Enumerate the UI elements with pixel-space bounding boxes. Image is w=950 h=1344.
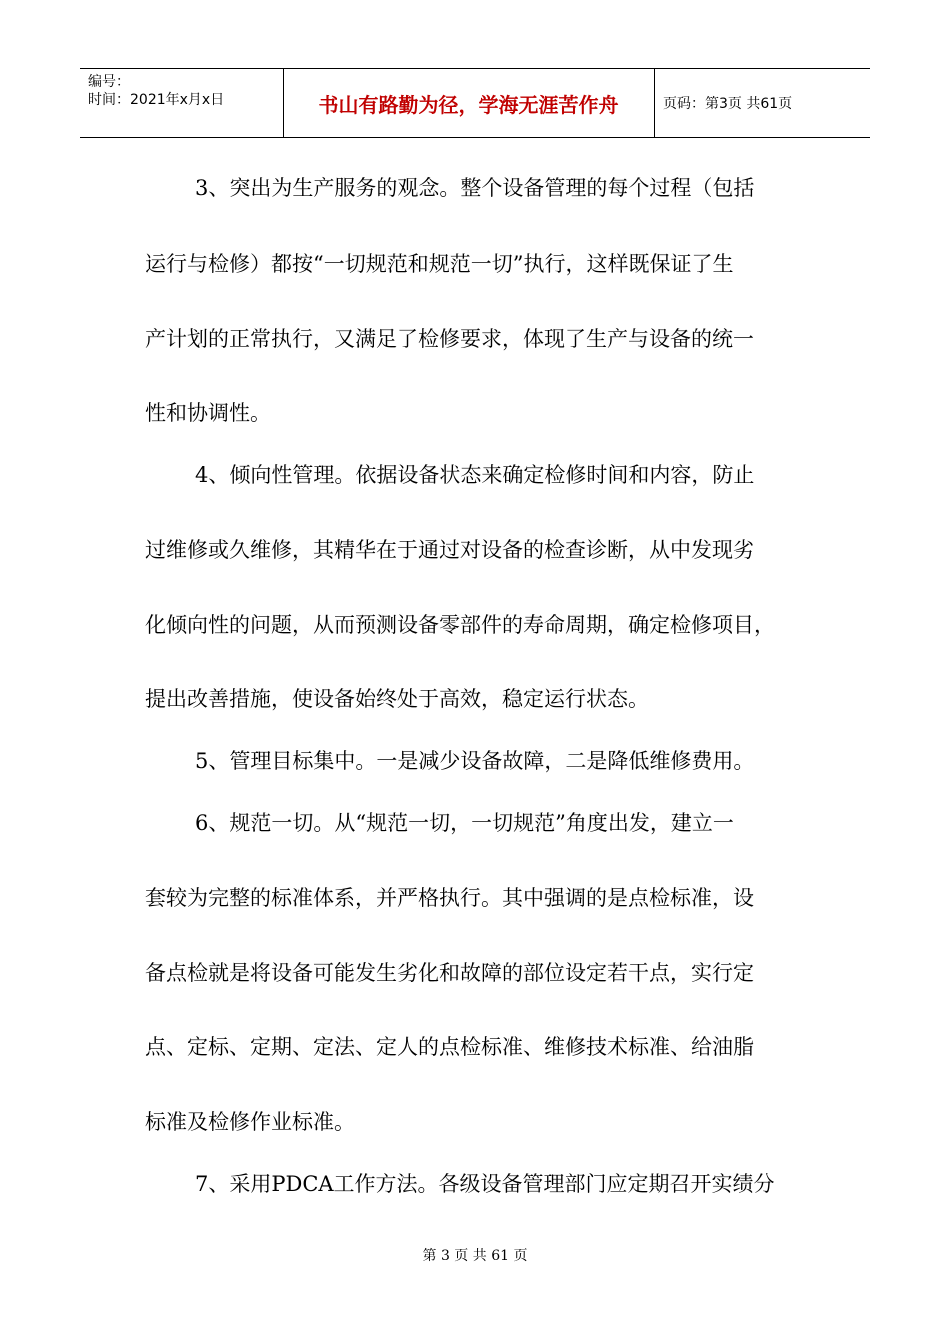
- body-line: 性和协调性。: [145, 401, 271, 425]
- body-line: 化倾向性的问题，从而预测设备零部件的寿命周期，确定检修项目，: [145, 613, 775, 637]
- header-meta: [88, 69, 284, 137]
- number-label: 编号：: [88, 74, 130, 90]
- body-line: 点、定标、定期、定法、定人的点检标准、维修技术标准、给油脂: [145, 1035, 754, 1059]
- body-line: 标准及检修作业标准。: [145, 1110, 355, 1134]
- body-line: 过维修或久维修，其精华在于通过对设备的检查诊断，从中发现劣: [145, 538, 754, 562]
- body-line: 4、倾向性管理。依据设备状态来确定检修时间和内容，防止: [195, 463, 755, 487]
- page-footer: 第 3 页 共 61 页: [422, 1248, 528, 1264]
- page-header: [80, 68, 870, 138]
- body-line: 备点检就是将设备可能发生劣化和故障的部位设定若干点，实行定: [145, 961, 754, 985]
- header-divider: [654, 69, 655, 137]
- body-line: 3、突出为生产服务的观念。整个设备管理的每个过程（包括: [195, 176, 755, 200]
- body-line: 提出改善措施，使设备始终处于高效，稳定运行状态。: [145, 687, 649, 711]
- body-line: 套较为完整的标准体系，并严格执行。其中强调的是点检标准，设: [145, 886, 754, 910]
- date-label: 时间：2021年x月x日: [88, 92, 225, 108]
- body-line: 5、管理目标集中。一是减少设备故障，二是降低维修费用。: [195, 749, 755, 773]
- body-line: 7、采用PDCA工作方法。各级设备管理部门应定期召开实绩分: [195, 1172, 775, 1196]
- header-page-info: 页码：第3页 共61页: [663, 96, 793, 112]
- header-motto: 书山有路勤为径，学海无涯苦作舟: [318, 92, 619, 117]
- body-line: 运行与检修）都按“一切规范和规范一切”执行，这样既保证了生: [145, 252, 734, 276]
- body-line: 6、规范一切。从“规范一切，一切规范”角度出发，建立一: [195, 811, 734, 835]
- body-line: 产计划的正常执行，又满足了检修要求，体现了生产与设备的统一: [145, 327, 754, 351]
